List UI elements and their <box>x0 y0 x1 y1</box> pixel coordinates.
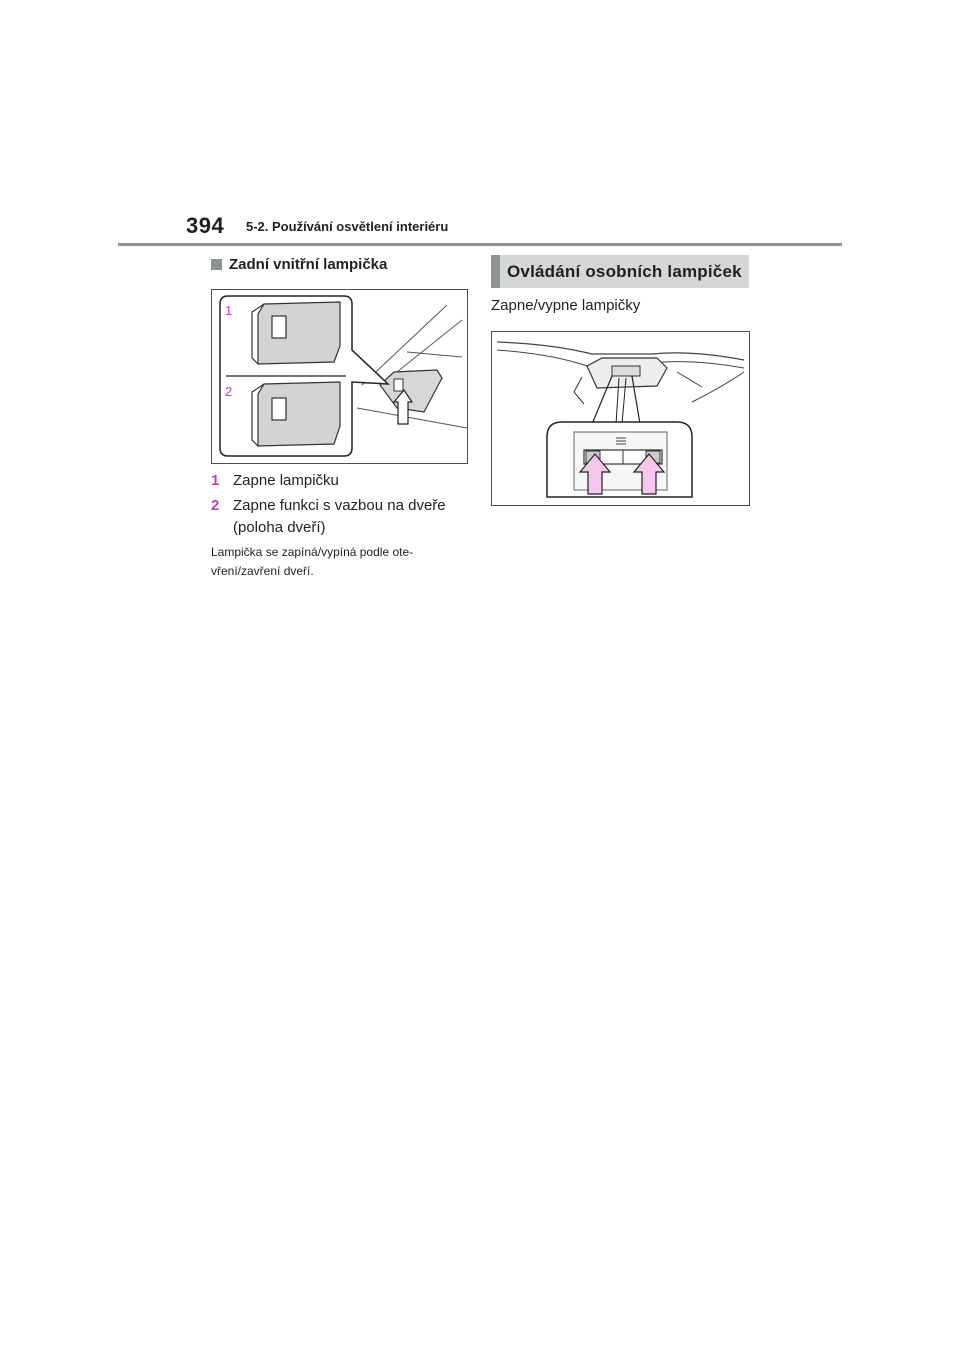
list-item <box>211 470 471 492</box>
list-item-text: Zapne lampičku <box>233 472 339 489</box>
rear-lamp-figure <box>211 289 468 464</box>
header-rule <box>118 243 842 246</box>
list-item <box>211 495 471 539</box>
rear-lamp-illustration <box>212 290 467 463</box>
personal-lamp-illustration <box>492 332 749 505</box>
section-body-text: Zapne/vypne lampičky <box>491 297 641 314</box>
header-title: 5-2. Používání osvětlení interiéru <box>246 219 449 234</box>
page-number: 394 <box>186 213 225 238</box>
note-text <box>211 543 473 581</box>
sub-heading-text: Zadní vnitřní lampička <box>229 256 388 273</box>
list-item-number: 1 <box>211 472 220 489</box>
section-heading-band: Ovládání osobních lampiček <box>491 255 749 288</box>
sub-heading <box>211 256 387 273</box>
note-line: Lampička se zapíná/vypíná podle ote- <box>211 545 414 559</box>
figure-label-1: 1 <box>225 303 233 318</box>
square-bullet-icon <box>211 259 222 270</box>
figure-label-2: 2 <box>225 384 233 399</box>
list-item-text: Zapne funkci s vazbou na dveře (poloha dveří) <box>233 497 446 536</box>
note-line: vření/zavření dveří. <box>211 564 314 578</box>
personal-lamp-figure <box>491 331 750 506</box>
numbered-list <box>211 470 471 542</box>
list-item-number: 2 <box>211 497 220 514</box>
